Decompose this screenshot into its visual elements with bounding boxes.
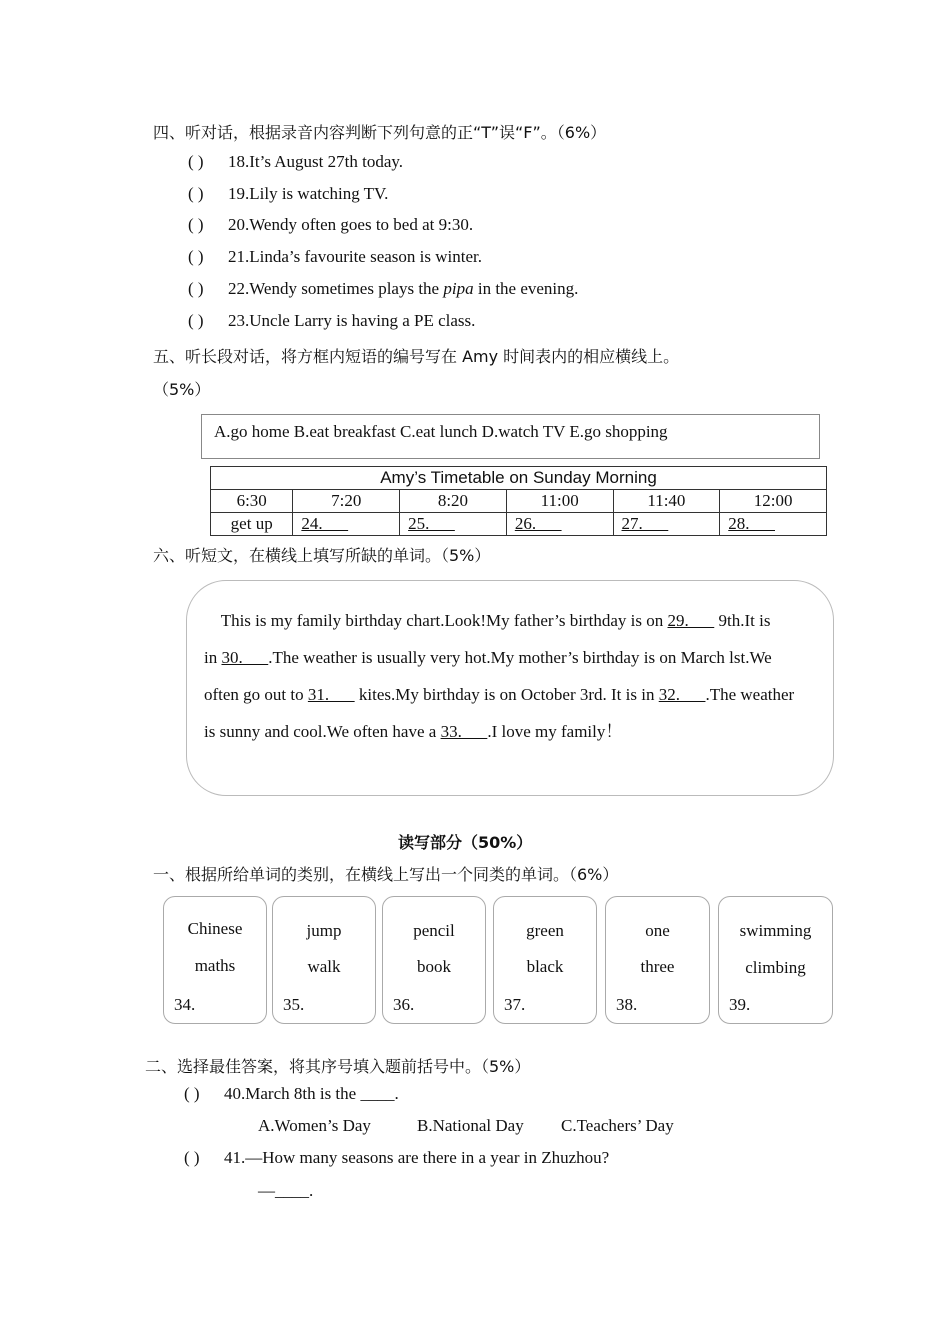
answer-paren[interactable]: ( ): [188, 279, 204, 298]
answer-paren[interactable]: ( ): [188, 311, 204, 330]
card-blank-34[interactable]: 34.: [174, 995, 196, 1014]
card-blank-37[interactable]: 37.: [504, 995, 526, 1014]
card-word-1: pencil: [413, 921, 455, 940]
section-5-title: 五、听长段对话，将方框内短语的编号写在 Amy 时间表内的相应横线上。: [153, 347, 680, 366]
q41-answer-line[interactable]: —____.: [258, 1181, 314, 1200]
question-text-b: in the evening.: [473, 279, 579, 298]
word-card: [382, 896, 486, 1024]
passage-text: kites.My birthday is on October 3rd. It is in: [354, 685, 659, 704]
question-41: [184, 1148, 609, 1168]
section-5-percent: （5%）: [153, 380, 211, 399]
passage-text: 9th.It is: [714, 611, 771, 630]
word-card: [163, 896, 267, 1024]
blank-24[interactable]: 24.: [293, 513, 400, 536]
passage-text: .I love my family！: [487, 722, 623, 741]
answer-paren[interactable]: ( ): [184, 1084, 200, 1103]
passage-text: often go out to: [204, 685, 308, 704]
options-text: A.go home B.eat breakfast C.eat lunch D.watch TV E.go shopping: [214, 422, 668, 441]
card-word-2: walk: [307, 957, 341, 976]
question-text: 20.Wendy often goes to bed at 9:30.: [228, 215, 474, 234]
blank-28[interactable]: 28.: [720, 513, 827, 536]
question-22: [188, 279, 578, 299]
timetable-caption: Amy’s Timetable on Sunday Morning: [211, 467, 827, 490]
time-cell: 12:00: [720, 490, 827, 513]
question-20: [188, 215, 473, 235]
answer-paren[interactable]: ( ): [188, 152, 204, 171]
word-card: [272, 896, 376, 1024]
time-cell: 11:40: [613, 490, 720, 513]
passage-text: in: [204, 648, 222, 667]
question-text: 40.March 8th is the ____.: [224, 1084, 399, 1103]
word-card: [718, 896, 833, 1024]
card-blank-38[interactable]: 38.: [616, 995, 638, 1014]
q40-option-b[interactable]: B.National Day: [417, 1116, 524, 1135]
question-text: 23.Uncle Larry is having a PE class.: [228, 311, 476, 330]
passage-text: .The weather: [705, 685, 795, 704]
word-card: [605, 896, 710, 1024]
question-text-italic: pipa: [443, 279, 474, 298]
card-blank-36[interactable]: 36.: [393, 995, 415, 1014]
time-cell: 6:30: [211, 490, 293, 513]
card-blank-39[interactable]: 39.: [729, 995, 751, 1014]
rw-section-1-title: 一、根据所给单词的类别，在横线上写出一个同类的单词。（6%）: [153, 865, 619, 884]
answer-paren[interactable]: ( ): [188, 184, 204, 203]
time-cell: 11:00: [506, 490, 613, 513]
activity-cell: get up: [211, 513, 293, 536]
answer-paren[interactable]: ( ): [184, 1148, 200, 1167]
question-text: 18.It’s August 27th today.: [228, 152, 404, 171]
q40-option-a[interactable]: A.Women’s Day: [258, 1116, 371, 1135]
blank-31[interactable]: 31.: [307, 685, 355, 704]
answer-paren[interactable]: ( ): [188, 215, 204, 234]
card-word-1: swimming: [739, 921, 812, 940]
card-word-1: jump: [306, 921, 342, 940]
blank-33[interactable]: 33.: [440, 722, 488, 741]
question-text-a: 22.Wendy sometimes plays the: [228, 279, 444, 298]
passage-text: .The weather is usually very hot.My mother’s birthday is on March lst.We: [268, 648, 772, 667]
section-4-title: 四、听对话，根据录音内容判断下列句意的正“T”误“F”。（6%）: [153, 123, 607, 142]
card-word-1: Chinese: [187, 919, 243, 938]
card-word-2: maths: [194, 956, 236, 975]
question-21: [188, 247, 482, 267]
blank-27[interactable]: 27.: [613, 513, 720, 536]
blank-32[interactable]: 32.: [658, 685, 706, 704]
card-word-1: green: [526, 921, 564, 940]
blank-25[interactable]: 25.: [400, 513, 507, 536]
question-text: 21.Linda’s favourite season is winter.: [228, 247, 483, 266]
blank-30[interactable]: 30.: [221, 648, 269, 667]
options-box: [201, 414, 820, 459]
time-cell: 8:20: [400, 490, 507, 513]
part-title: 读写部分（50%）: [398, 833, 533, 852]
blank-29[interactable]: 29.: [667, 611, 715, 630]
card-word-2: book: [417, 957, 451, 976]
time-cell: 7:20: [293, 490, 400, 513]
passage-text: This is my family birthday chart.Look!My father’s birthday is on: [204, 611, 668, 630]
question-text: 41.—How many seasons are there in a year in Zhuzhou?: [224, 1148, 610, 1167]
card-blank-35[interactable]: 35.: [283, 995, 305, 1014]
answer-paren[interactable]: ( ): [188, 247, 204, 266]
word-card: [493, 896, 597, 1024]
passage-text: is sunny and cool.We often have a: [204, 722, 441, 741]
question-19: [188, 184, 388, 204]
card-word-2: black: [526, 957, 564, 976]
passage: [204, 602, 818, 750]
question-40: [184, 1084, 399, 1104]
question-18: [188, 152, 403, 172]
question-23: [188, 311, 475, 331]
question-text: 19.Lily is watching TV.: [228, 184, 389, 203]
blank-26[interactable]: 26.: [506, 513, 613, 536]
card-word-1: one: [645, 921, 670, 940]
section-6-title: 六、听短文，在横线上填写所缺的单词。（5%）: [153, 546, 491, 565]
card-word-2: three: [640, 957, 675, 976]
rw-section-2-title: 二、选择最佳答案，将其序号填入题前括号中。（5%）: [145, 1057, 531, 1076]
card-word-2: climbing: [745, 958, 806, 977]
timetable: [210, 466, 827, 536]
q40-option-c[interactable]: C.Teachers’ Day: [561, 1116, 674, 1135]
